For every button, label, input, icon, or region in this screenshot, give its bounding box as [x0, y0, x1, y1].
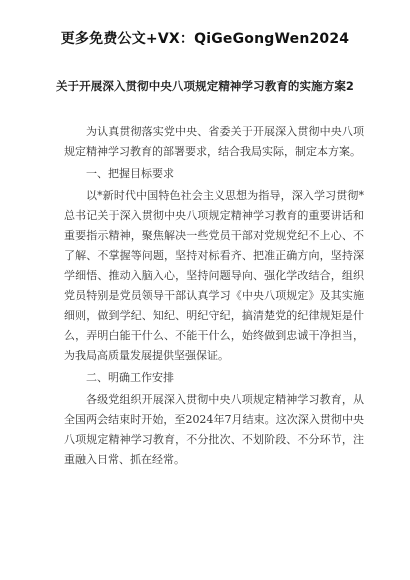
- section-paragraph-1: 以*新时代中国特色社会主义思想为指导，深入学习贯彻*总书记关于深入贯彻中央八项规定精神学习教育的重要讲话和重要指示精神，聚焦解决一些党员干部对党规党纪不上心、不了解、不掌握等问题，坚持对标看齐、把准正确方向，坚持深学细悟、推动入脑入心，坚持问题导向、强化学改结合，组织党员特别是党员领导干部认真学习《中央八项规定》及其实施细则，做到学纪、知纪、明纪守纪，搞清楚党的纪律规矩是什么，弄明白能干什么、不能干什么，始终做到忠诚干净担当，为我局高质量发展提供坚强保证。: [64, 189, 364, 362]
- document-title: 关于开展深入贯彻中央八项规定精神学习教育的实施方案2: [55, 79, 355, 93]
- section-heading-1: 一、把握目标要求: [86, 167, 174, 180]
- section-paragraph-2: 各级党组织开展深入贯彻中央八项规定精神学习教育，从全国两会结束时开始，至2024年7月结束。这次深入贯彻中央八项规定精神学习教育，不分批次、不划阶段、不分环节，注重融入日常、抓在经常。: [64, 393, 364, 466]
- section-heading-2: 二、明确工作安排: [86, 371, 174, 384]
- promo-header: 更多免费公文+VX：QiGeGongWen2024: [60, 31, 350, 47]
- intro-paragraph: 为认真贯彻落实党中央、省委关于开展深入贯彻中央八项规定精神学习教育的部署要求，结合我局实际，制定本方案。: [64, 125, 364, 158]
- document-body: [64, 122, 364, 470]
